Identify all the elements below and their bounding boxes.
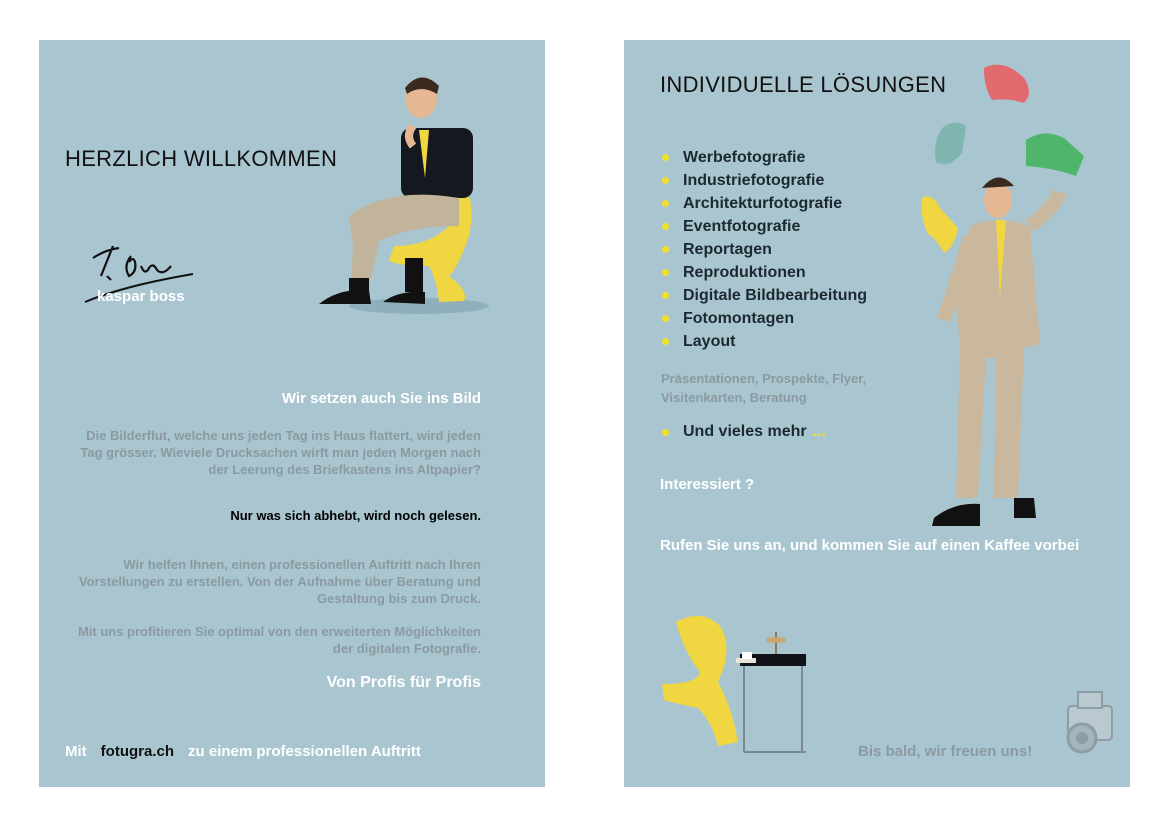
farewell-text: Bis bald, wir freuen uns!	[858, 743, 1033, 760]
list-item: Fotomontagen	[662, 307, 867, 330]
left-page	[39, 40, 545, 787]
welcome-title: HERZLICH WILLKOMMEN	[65, 146, 338, 171]
list-item: Reproduktionen	[662, 261, 867, 284]
slogan: Von Profis für Profis	[326, 674, 481, 691]
more-dots: ...	[812, 423, 826, 440]
right-page	[624, 40, 1130, 787]
bullet-icon	[662, 177, 669, 184]
list-item: Layout	[662, 330, 867, 353]
question-text: Interessiert ?	[660, 476, 755, 493]
emphasis-line: Nur was sich abhebt, wird noch gelesen.	[230, 508, 481, 523]
bullet-icon	[662, 338, 669, 345]
signature-name: kaspar boss	[97, 288, 185, 305]
intro-paragraph: Die Bilderflut, welche uns jeden Tag ins Haus flattert, wird jeden Tag grösser. Wieviele Drucksachen wirft man jeden Morgen nach der Leerung des Briefkastens ins Altpapier?	[80, 428, 481, 477]
camera-icon	[1062, 688, 1120, 758]
bullet-icon	[662, 292, 669, 299]
list-item: Reportagen	[662, 238, 867, 261]
solutions-title: INDIVIDUELLE LÖSUNGEN	[660, 72, 947, 97]
list-item: Industriefotografie	[662, 169, 867, 192]
photographer-seated-image	[309, 66, 489, 316]
more-line	[662, 423, 826, 441]
bullet-icon	[662, 246, 669, 253]
footer-line	[65, 743, 421, 760]
call-to-action: Rufen Sie uns an, und kommen Sie auf einen Kaffee vorbei	[660, 537, 1080, 554]
list-item: Werbefotografie	[662, 146, 867, 169]
services-list	[662, 146, 867, 353]
list-item: Architekturfotografie	[662, 192, 867, 215]
list-item: Eventfotografie	[662, 215, 867, 238]
more-label: Und vieles mehr	[683, 423, 807, 440]
list-item: Digitale Bildbearbeitung	[662, 284, 867, 307]
services-paragraph: Wir helfen Ihnen, einen professionellen Auftritt nach Ihren Vorstellungen zu erstellen. Von der Aufnahme über Beratung und Gestaltung bis zum Druck.	[78, 557, 481, 606]
chair-and-table-image	[658, 612, 818, 762]
headline: Wir setzen auch Sie ins Bild	[281, 390, 481, 407]
bullet-icon	[662, 200, 669, 207]
bullet-icon	[662, 429, 669, 436]
bullet-icon	[662, 315, 669, 322]
footer-suffix: zu einem professionellen Auftritt	[188, 743, 421, 760]
bullet-icon	[662, 223, 669, 230]
photographer-juggling-image	[914, 58, 1114, 533]
digital-paragraph: Mit uns profitieren Sie optimal von den erweiterten Möglichkeiten der digitalen Fotografie.	[77, 624, 481, 656]
brand-logo: fotugra.ch	[100, 743, 175, 760]
bullet-icon	[662, 269, 669, 276]
bullet-icon	[662, 154, 669, 161]
footer-prefix: Mit	[65, 743, 87, 760]
extras-text: Präsentationen, Prospekte, Flyer, Visitenkarten, Beratung	[661, 371, 867, 405]
